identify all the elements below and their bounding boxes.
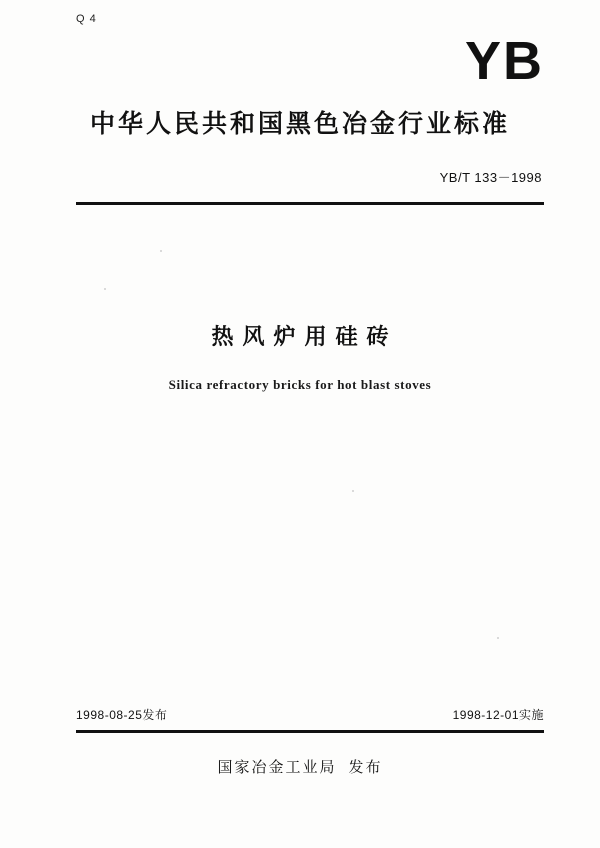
document-title-chinese: 热风炉用硅砖 xyxy=(211,325,398,350)
footer-divider xyxy=(76,730,544,733)
scan-speckle xyxy=(497,637,499,639)
scan-speckle xyxy=(160,250,162,252)
standard-title-chinese: 中华人民共和国黑色冶金行业标准 xyxy=(89,109,510,138)
scan-speckle xyxy=(352,490,354,492)
document-title-english: Silica refractory bricks for hot blast stoves xyxy=(168,377,432,392)
header-divider xyxy=(76,202,544,205)
publisher-name: 国家冶金工业局 xyxy=(217,758,337,776)
yb-logo: YB xyxy=(464,31,544,91)
issue-date: 1998-08-25发布 xyxy=(76,708,168,722)
publisher-line xyxy=(0,756,600,777)
standard-number: YB/T 133－1998 xyxy=(439,170,542,185)
classification-code: Q 4 xyxy=(76,13,97,25)
effective-date: 1998-12-01实施 xyxy=(452,708,544,722)
scan-speckle xyxy=(104,288,106,290)
publisher-verb: 发布 xyxy=(348,758,383,776)
